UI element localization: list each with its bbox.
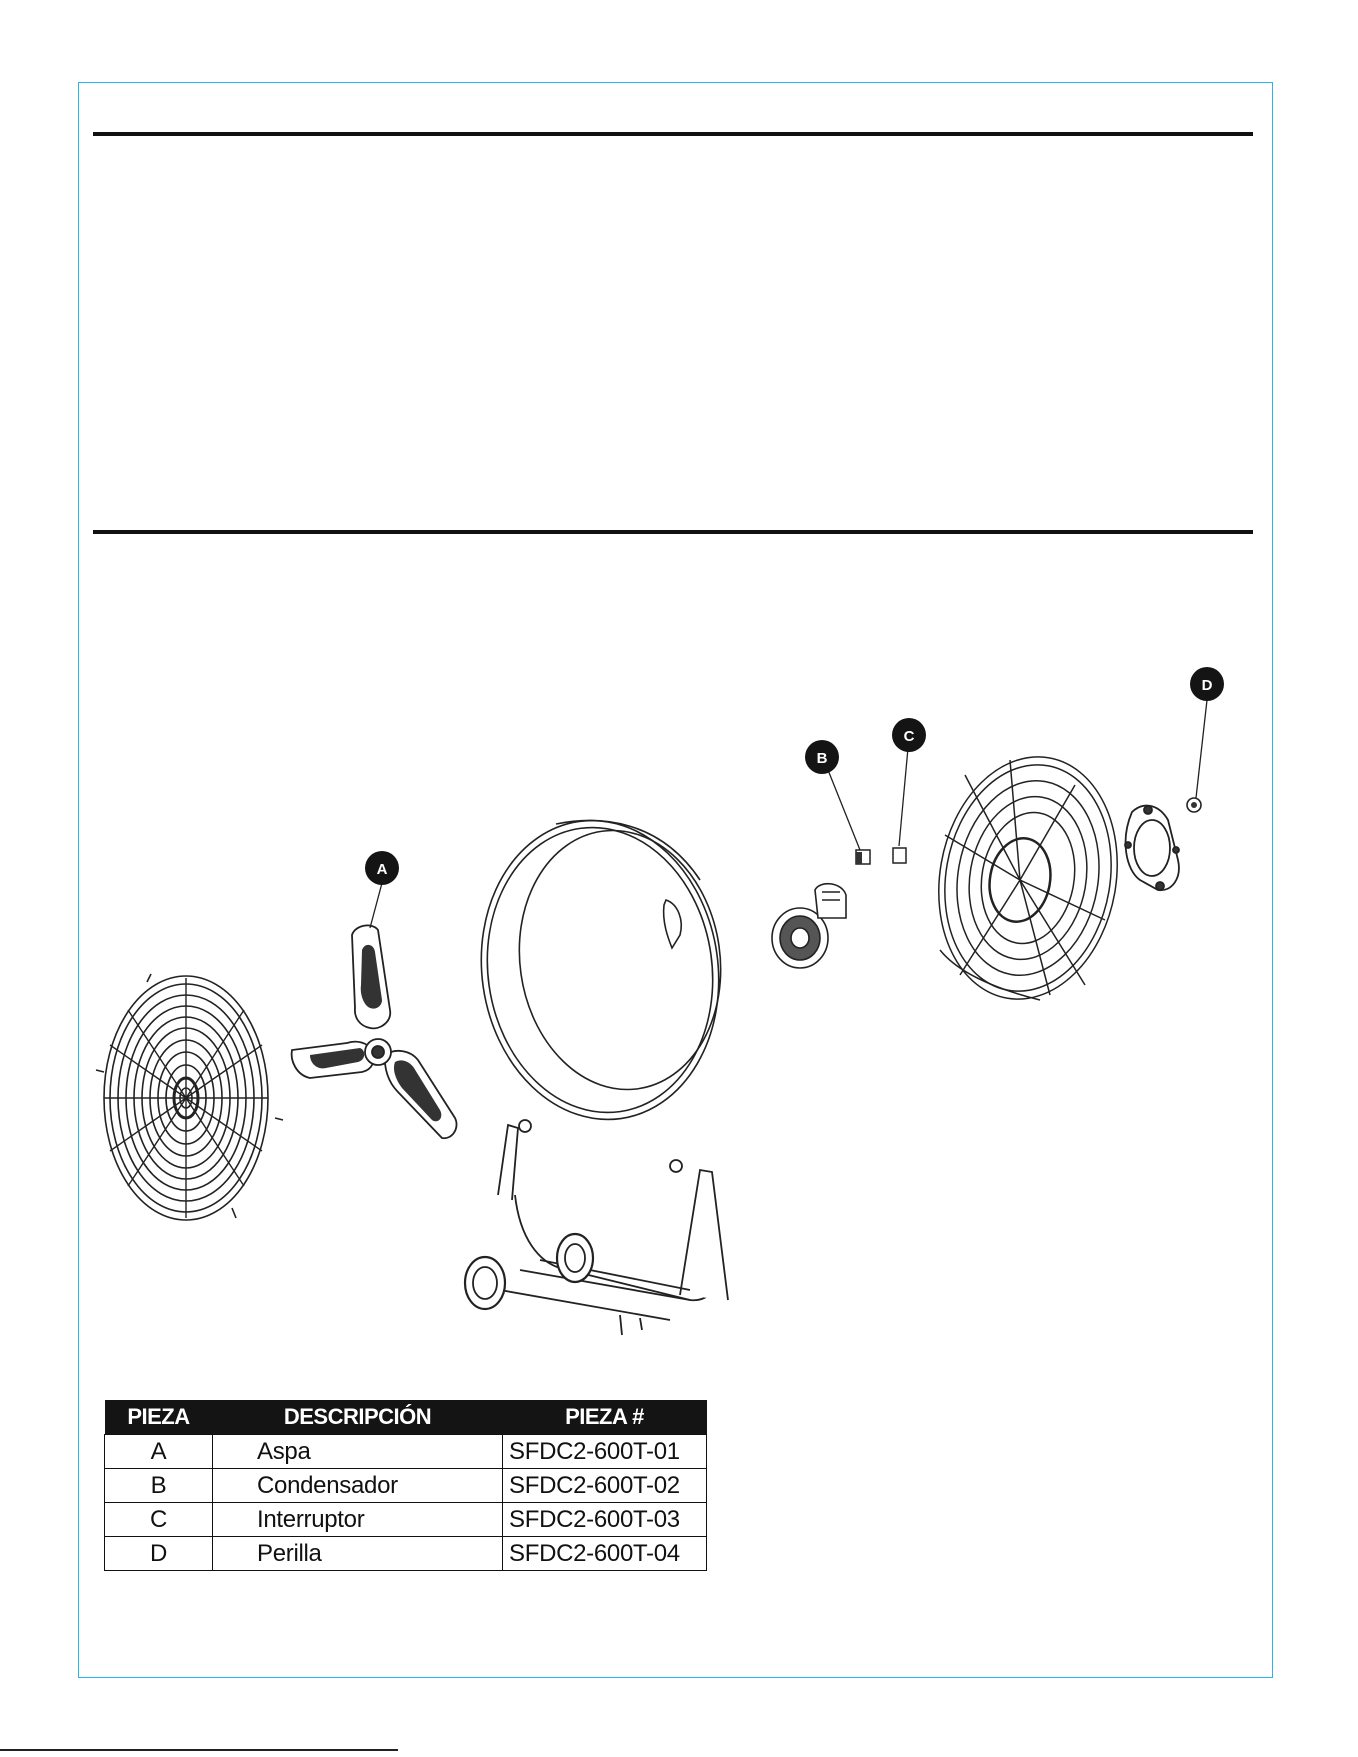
table-row [105, 1503, 707, 1537]
part-id: C [105, 1503, 213, 1537]
part-description: Condensador [213, 1469, 503, 1503]
part-description: Aspa [213, 1435, 503, 1469]
knob-part [1187, 798, 1201, 812]
rear-grill [920, 743, 1136, 1014]
part-number: SFDC2-600T-02 [503, 1469, 707, 1503]
part-number: SFDC2-600T-04 [503, 1537, 707, 1571]
stand-cart [465, 1120, 728, 1335]
header-pieza: PIEZA [105, 1400, 213, 1435]
table-row [105, 1537, 707, 1571]
parts-table [104, 1400, 707, 1571]
part-description: Interruptor [213, 1503, 503, 1537]
callout-c [892, 718, 926, 752]
svg-text:A: A [376, 861, 388, 878]
drum-housing [462, 805, 737, 1135]
table-row [105, 1435, 707, 1469]
motor-assembly [772, 884, 846, 968]
front-grill [96, 974, 283, 1220]
part-number: SFDC2-600T-01 [503, 1435, 707, 1469]
part-description: Perilla [213, 1537, 503, 1571]
part-id: A [105, 1435, 213, 1469]
svg-text:C: C [903, 728, 915, 745]
condenser-part [856, 850, 870, 864]
part-id: D [105, 1537, 213, 1571]
table-row [105, 1469, 707, 1503]
header-descripcion: DESCRIPCIÓN [213, 1400, 503, 1435]
footer-rule [0, 1749, 398, 1751]
svg-text:D: D [1201, 677, 1213, 694]
switch-part [893, 848, 906, 863]
fan-blade [292, 925, 457, 1138]
header-pieza-num: PIEZA # [503, 1400, 707, 1435]
part-id: B [105, 1469, 213, 1503]
part-number: SFDC2-600T-03 [503, 1503, 707, 1537]
callout-b [805, 740, 839, 774]
callout-leaders [370, 700, 1207, 928]
callout-d [1190, 667, 1224, 701]
svg-text:B: B [816, 750, 828, 767]
mounting-plate [1125, 806, 1179, 891]
callout-a [365, 851, 399, 885]
table-header-row [105, 1400, 707, 1435]
